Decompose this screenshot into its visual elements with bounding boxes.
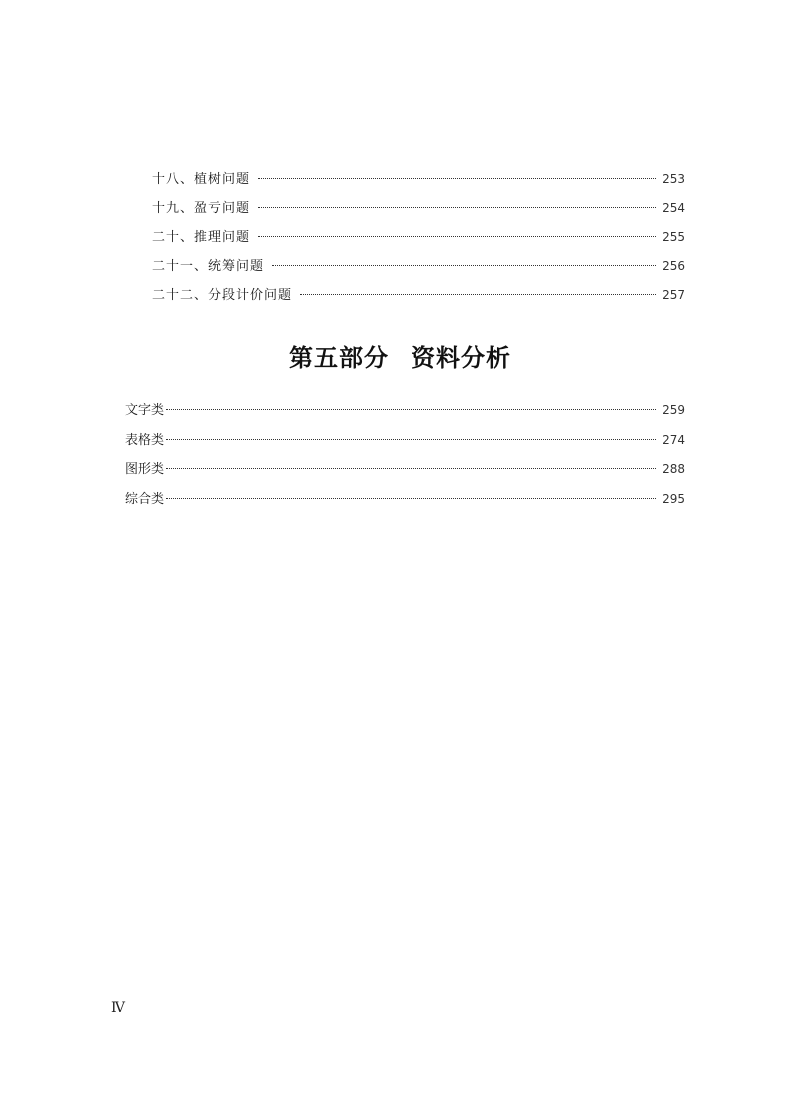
toc-entry-page: 257	[662, 288, 685, 302]
toc-entry-label: 二十、推理问题	[152, 230, 251, 245]
dot-leader	[166, 468, 656, 469]
dot-leader	[166, 439, 656, 440]
part-heading	[0, 338, 800, 373]
toc-entry-page: 259	[662, 403, 685, 417]
toc-entry-page: 253	[662, 172, 685, 186]
dot-leader	[258, 236, 656, 237]
part-name: 资料分析	[411, 344, 511, 372]
dot-leader	[272, 265, 656, 266]
dot-leader	[258, 178, 656, 179]
toc-entry-label: 表格类	[125, 433, 165, 448]
dot-leader	[258, 207, 656, 208]
toc-entry[interactable]	[152, 227, 685, 247]
dot-leader	[300, 294, 656, 295]
toc-entry[interactable]	[125, 459, 685, 479]
toc-entry-page: 256	[662, 259, 685, 273]
toc-entry-label: 十九、盈亏问题	[152, 201, 251, 216]
toc-entry[interactable]	[152, 285, 685, 305]
toc-entry[interactable]	[125, 400, 685, 420]
part-number: 第五部分	[289, 344, 389, 372]
toc-entry-page: 255	[662, 230, 685, 244]
toc-entry-label: 二十二、分段计价问题	[152, 288, 293, 303]
toc-entry[interactable]	[125, 430, 685, 450]
toc-entry-label: 十八、植树问题	[152, 172, 251, 187]
toc-entry[interactable]	[152, 169, 685, 189]
toc-entry[interactable]	[152, 256, 685, 276]
toc-entry-page: 295	[662, 492, 685, 506]
toc-entry-page: 254	[662, 201, 685, 215]
dot-leader	[166, 409, 656, 410]
toc-entry-label: 文字类	[125, 403, 165, 418]
toc-entry-label: 综合类	[125, 492, 165, 507]
toc-entry[interactable]	[125, 489, 685, 509]
toc-entry-label: 图形类	[125, 462, 165, 477]
toc-entry-page: 288	[662, 462, 685, 476]
toc-entry[interactable]	[152, 198, 685, 218]
dot-leader	[166, 498, 656, 499]
page-number: Ⅳ	[111, 1000, 125, 1016]
toc-entry-label: 二十一、统筹问题	[152, 259, 265, 274]
toc-entry-page: 274	[662, 433, 685, 447]
